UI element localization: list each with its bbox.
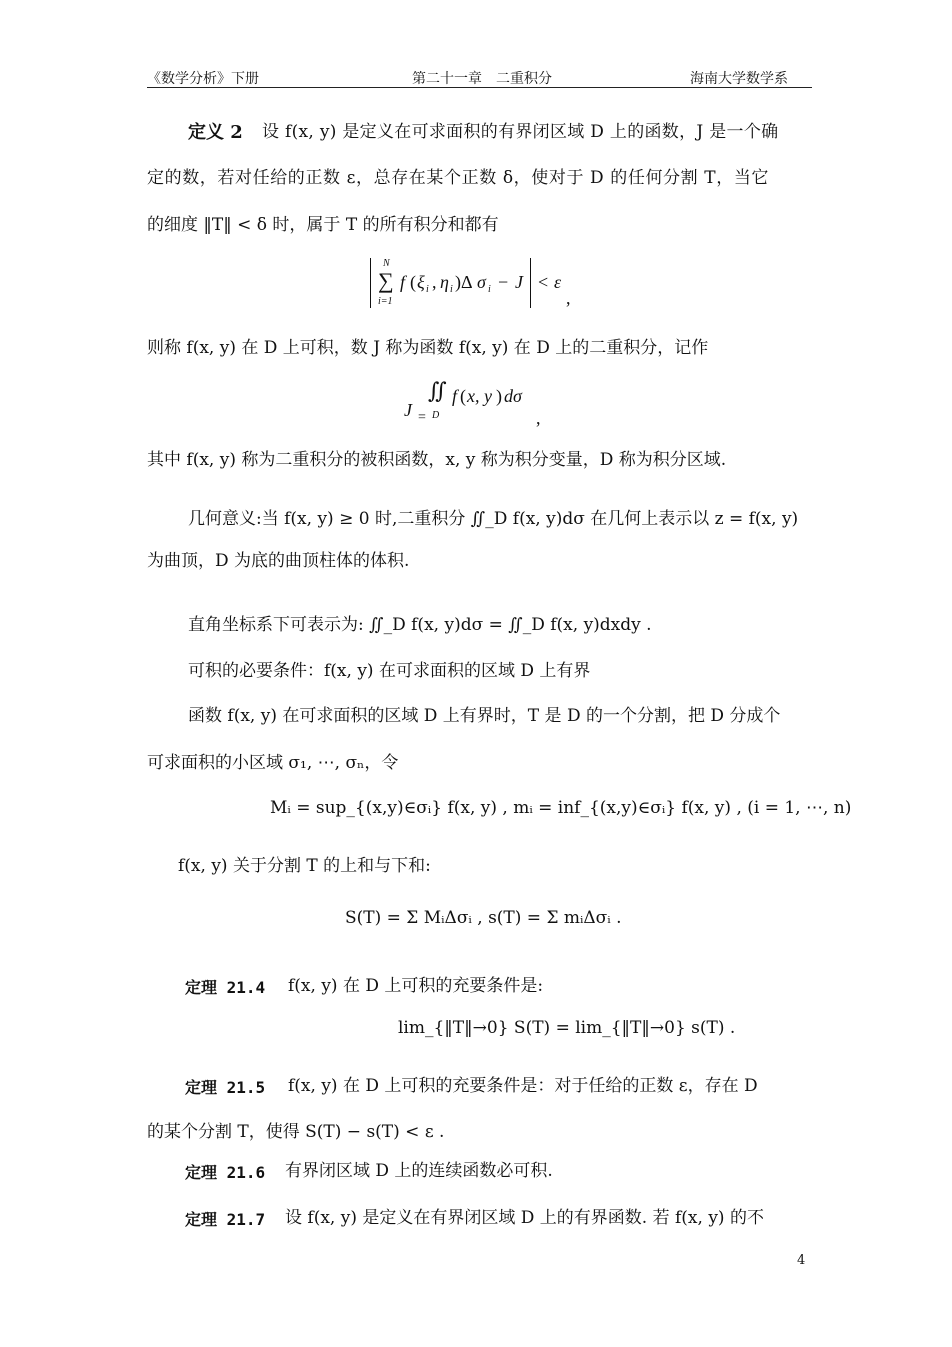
theorem-21-7-text: 设 f(x, y) 是定义在有界闭区域 D 上的有界函数. 若 f(x, y) 的不: [285, 1208, 764, 1228]
header-rule: [147, 87, 812, 88]
theorem-21-6-text: 有界闭区域 D 上的连续函数必可积.: [285, 1161, 553, 1181]
integrand-line: 其中 f(x, y) 称为二重积分的被积函数，x, y 称为积分变量，D 称为积分区域.: [147, 450, 727, 470]
definition-line-2: 定的数，若对任给的正数 ε，总存在某个正数 δ，使对于 D 的任何分割 T，当它: [147, 168, 770, 188]
upper-lower-sum-intro: f(x, y) 关于分割 T 的上和与下和:: [178, 856, 431, 876]
header-right: 海南大学数学系: [690, 71, 788, 87]
theorem-21-6-label: 定理 21.6: [185, 1163, 266, 1182]
theorem-21-7-label: 定理 21.7: [185, 1210, 266, 1229]
geometric-meaning-line-1: 几何意义:当 f(x, y) ≥ 0 时,二重积分 ∬_D f(x, y)dσ 在几何上表示以 z = f(x, y): [188, 509, 799, 529]
theorem-21-5-line-1: f(x, y) 在 D 上可积的充要条件是：对于任给的正数 ε，存在 D: [288, 1076, 758, 1096]
definition-label: 定义 2: [188, 122, 243, 143]
bounded-line-2: 可求面积的小区域 σ₁, ⋯, σₙ，令: [147, 753, 399, 773]
upper-lower-sums: S(T) = Σ MᵢΔσᵢ , s(T) = Σ mᵢΔσᵢ .: [345, 908, 622, 928]
cartesian-form: 直角坐标系下可表示为: ∬_D f(x, y)dσ = ∬_D f(x, y)dxdy .: [188, 615, 652, 635]
page-number: 4: [797, 1253, 806, 1268]
definition-line-3: 的细度 ‖T‖ < δ 时，属于 T 的所有积分和都有: [147, 215, 499, 235]
theorem-21-4-text: f(x, y) 在 D 上可积的充要条件是:: [288, 976, 544, 996]
theorem-21-5-line-2: 的某个分割 T，使得 S(T) − s(T) < ε .: [147, 1122, 445, 1142]
definition-line-1: 设 f(x, y) 是定义在可求面积的有界闭区域 D 上的函数，J 是一个确: [262, 122, 779, 142]
integrable-line: 则称 f(x, y) 在 D 上可积，数 J 称为函数 f(x, y) 在 D 上的二重积分，记作: [147, 338, 709, 358]
theorem-21-4-formula: lim_{‖T‖→0} S(T) = lim_{‖T‖→0} s(T) .: [398, 1018, 736, 1038]
theorem-21-5-label: 定理 21.5: [185, 1078, 266, 1097]
necessary-condition: 可积的必要条件：f(x, y) 在可求面积的区域 D 上有界: [188, 661, 591, 681]
bounded-line-1: 函数 f(x, y) 在可求面积的区域 D 上有界时，T 是 D 的一个分割，把 D 分成个: [188, 706, 781, 726]
geometric-meaning-line-2: 为曲顶，D 为底的曲顶柱体的体积.: [147, 551, 410, 571]
sup-inf-formula: Mᵢ = sup_{(x,y)∈σᵢ} f(x, y) , mᵢ = inf_{(x,y)∈σᵢ} f(x, y) , (i = 1, ⋯, n): [270, 798, 852, 818]
header-center: 第二十一章 二重积分: [412, 71, 552, 87]
header-left: 《数学分析》下册: [147, 71, 259, 87]
definition-2: [188, 124, 243, 142]
theorem-21-4-label: 定理 21.4: [185, 978, 266, 997]
